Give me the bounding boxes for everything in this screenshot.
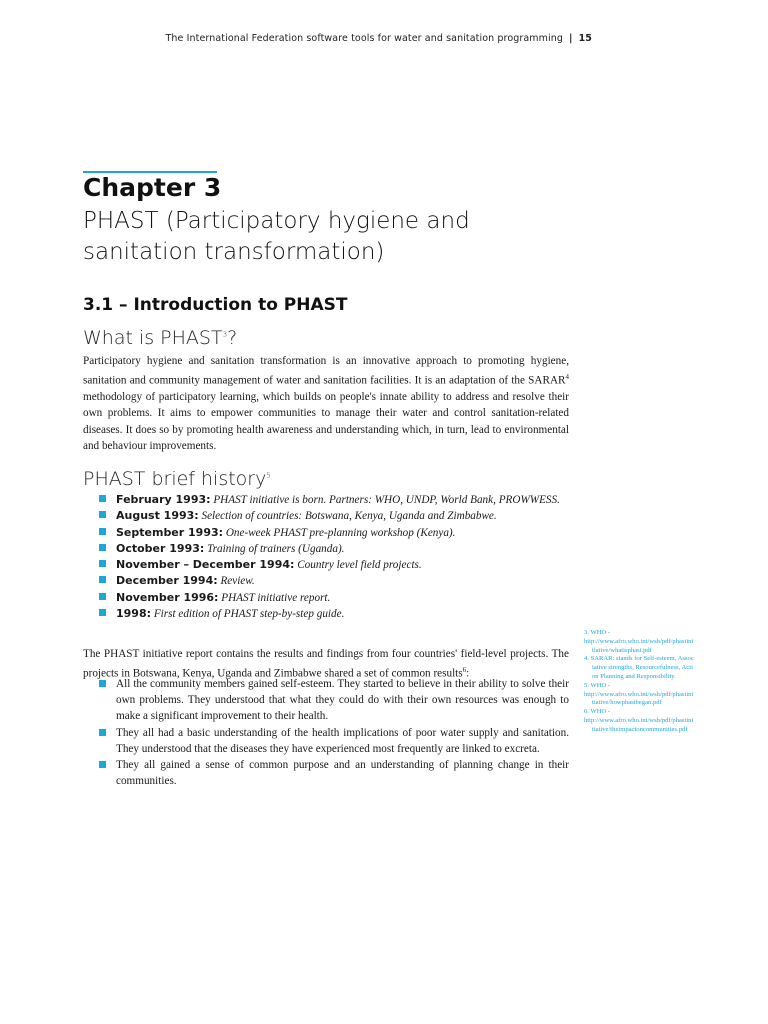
intro-text-2: methodology of participatory learning, which builds on people's innate ability to address and resolve their own problems. It aims to empower communities to manage their water and control sanitation-related diseases. It does so by promoting health awareness and understanding which, in turn, lead to environmental and behaviour improvements. — [83, 391, 569, 452]
history-text: PHAST initiative report. — [221, 591, 331, 604]
result-text: All the community members gained self-esteem. They started to believe in their ability to solve their own problems. They understood that what they could do with their own resources was enough to make a significant improvement to their health. — [116, 678, 569, 723]
history-item — [99, 542, 560, 558]
footnote-ref: 4 — [565, 373, 569, 382]
square-bullet-icon — [99, 680, 106, 687]
square-bullet-icon — [99, 593, 106, 600]
what-is-heading-text: What is PHAST — [83, 327, 223, 349]
history-item — [99, 574, 560, 590]
chapter-title: PHAST (Participatory hygiene and sanitation transformation) — [83, 208, 470, 265]
footnote-label: 3. WHO - — [584, 629, 611, 636]
square-bullet-icon — [99, 761, 106, 768]
footnote-ref: 5 — [266, 471, 271, 480]
history-item — [99, 591, 560, 607]
history-date: November 1996: — [116, 590, 219, 604]
square-bullet-icon — [99, 528, 106, 535]
result-text: They all gained a sense of common purpose and an understanding of planning change in their communities. — [116, 759, 569, 788]
footnote-link[interactable]: http://www.afro.who.int/wsh/pdf/phastinitiative/whatisphast.pdf — [584, 637, 694, 654]
history-item — [99, 526, 560, 542]
chapter-number: Chapter 3 — [83, 173, 222, 202]
history-date: November – December 1994: — [116, 558, 295, 572]
footnotes — [584, 629, 694, 735]
result-item — [99, 676, 569, 725]
section-heading: 3.1 – Introduction to PHAST — [83, 295, 348, 315]
footnote — [584, 708, 694, 734]
history-text: First edition of PHAST step-by-step guide. — [153, 608, 345, 621]
history-item — [99, 509, 560, 525]
intro-text-1: Participatory hygiene and sanitation transformation is an innovative approach to promoting hygiene, sanitation and community management of water and sanitation facilities. It is an adaptation of the SARAR — [83, 355, 569, 387]
square-bullet-icon — [99, 609, 106, 616]
square-bullet-icon — [99, 511, 106, 518]
running-head-text: The International Federation software tools for water and sanitation programming — [165, 33, 563, 44]
footnote — [584, 682, 694, 708]
history-date: October 1993: — [116, 541, 205, 555]
result-text: They all had a basic understanding of the health implications of poor water supply and sanitation. They understood that the diseases they have experienced most frequently are linked to excreta. — [116, 726, 569, 755]
history-date: February 1993: — [116, 493, 211, 506]
footnote — [584, 629, 694, 655]
history-text: PHAST initiative is born. Partners: WHO, UNDP, World Bank, PROWWESS. — [213, 494, 560, 506]
what-is-heading-tail: ? — [227, 327, 238, 349]
square-bullet-icon — [99, 729, 106, 736]
history-text: Selection of countries: Botswana, Kenya, Uganda and Zimbabwe. — [201, 510, 497, 523]
square-bullet-icon — [99, 576, 106, 583]
history-item — [99, 558, 560, 574]
history-heading-text: PHAST brief history — [83, 468, 267, 490]
what-is-heading — [83, 327, 237, 349]
footnote-link[interactable]: http://www.afro.who.int/wsh/pdf/phastinitiative/theimpactoncommunities.pdf — [584, 716, 694, 733]
history-date: December 1994: — [116, 574, 218, 588]
footnote-ref: 6 — [462, 666, 467, 675]
history-item — [99, 607, 560, 623]
history-text: One-week PHAST pre-planning workshop (Kenya). — [225, 526, 456, 539]
running-head-separator: | — [569, 33, 573, 44]
history-text: Country level field projects. — [297, 559, 422, 572]
page-number: 15 — [578, 33, 592, 44]
results-list — [99, 676, 569, 789]
square-bullet-icon — [99, 560, 106, 567]
footnote-label: 5. WHO - — [584, 681, 611, 689]
square-bullet-icon — [99, 544, 106, 551]
footnote-link[interactable]: http://www.afro.who.int/wsh/pdf/phastinitiative/howphastbegan.pdf — [584, 690, 694, 707]
report-text-2: : — [466, 667, 470, 680]
history-date: 1998: — [116, 607, 152, 621]
history-item — [99, 493, 560, 509]
history-date: September 1993: — [116, 525, 224, 539]
history-list — [99, 493, 560, 623]
history-text: Review. — [220, 575, 255, 588]
footnote-label: 4. SARAR: stands for Self-esteem, Associative strengths, Resourcefulness, Action Planning and Responsibility. — [584, 655, 694, 680]
intro-paragraph — [83, 353, 569, 454]
result-item — [99, 757, 569, 789]
history-text: Training of trainers (Uganda). — [207, 542, 345, 555]
footnote-ref: 3 — [222, 330, 228, 339]
history-heading — [83, 468, 271, 490]
footnote-label: 6. WHO - — [584, 708, 611, 716]
history-date: August 1993: — [116, 509, 199, 523]
report-text-1: The PHAST initiative report contains the results and findings from four countries' field-level projects. The projects in Botswana, Kenya, Uganda and Zimbabwe shared a set of common results — [83, 648, 569, 680]
footnote — [584, 655, 694, 681]
square-bullet-icon — [99, 495, 106, 502]
result-item — [99, 725, 569, 757]
running-head — [166, 33, 592, 44]
